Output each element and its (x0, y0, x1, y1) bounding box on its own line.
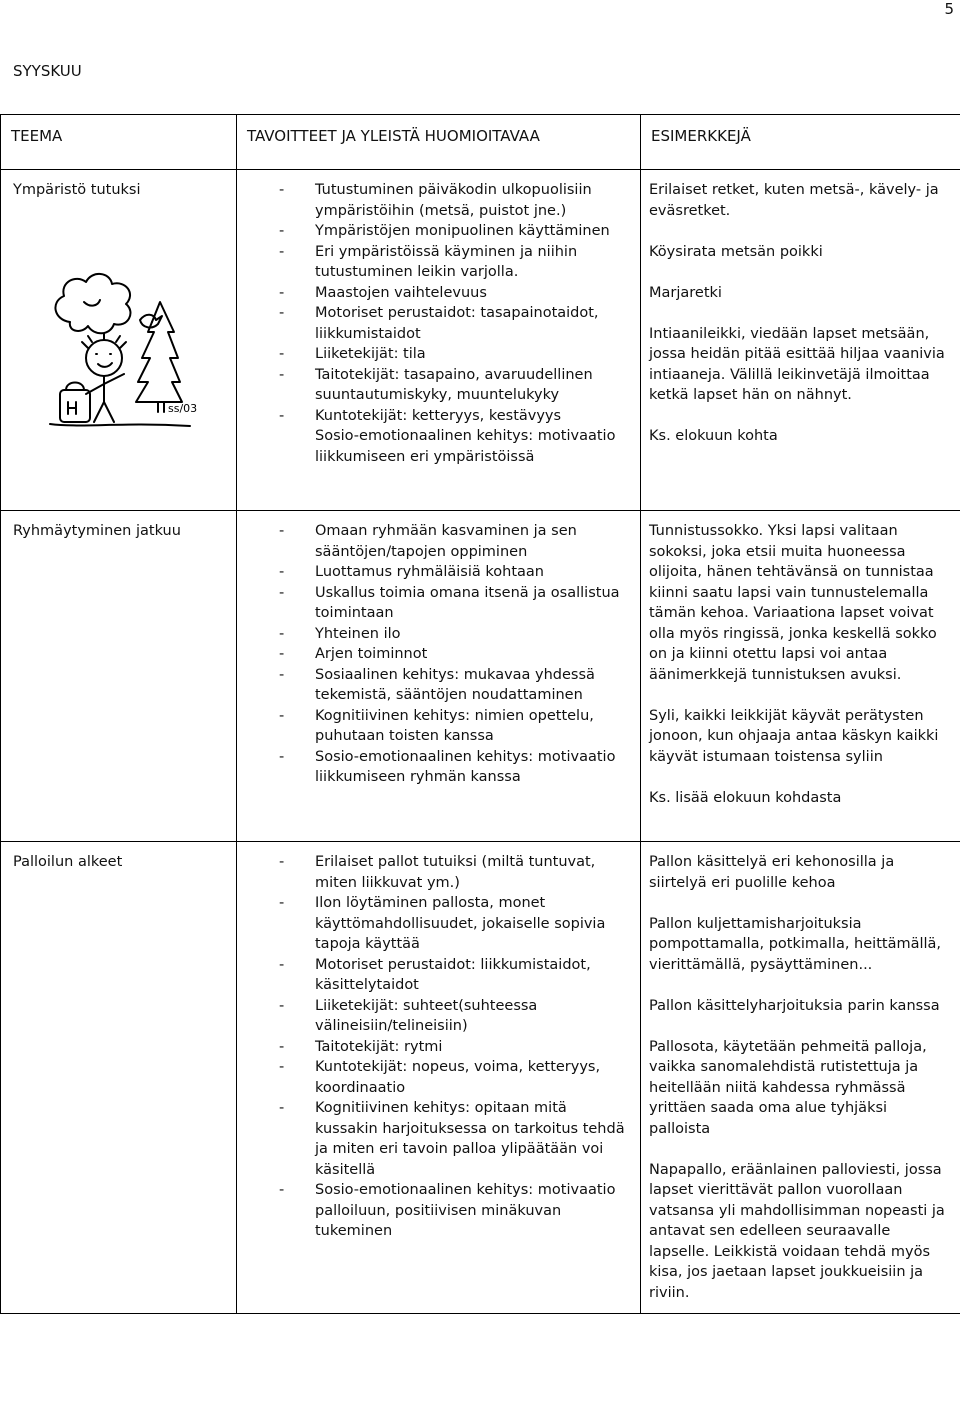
header-row (1, 115, 960, 170)
goal-item: - Omaan ryhmään kasvaminen ja sen sääntöjen/tapojen oppiminen (279, 523, 577, 560)
goal-item: - Sosiaalinen kehitys: mukavaa yhdessä tekemistä, sääntöjen noudattaminen (279, 666, 595, 703)
goal-item: - Kognitiivinen kehitys: nimien opettelu, puhutaan toisten kanssa (279, 707, 594, 744)
child-with-tree-illustration (40, 262, 200, 437)
bush-drawing (55, 274, 130, 333)
header-goals: TAVOITTEET JA YLEISTÄ HUOMIOITAVAA (237, 115, 641, 170)
example-item: Intiaanileikki, viedään lapset metsään, jossa heidän pitää esittää hiljaa vaanivia intiaaneja. Välillä leikinvetäjä ilmoittaa ketkä lapset hän on nähnyt. (649, 325, 945, 403)
goal-item: - Eri ympäristöissä käyminen ja niihin tutustuminen leikin varjolla. (279, 243, 578, 280)
example-item: Tunnistussokko. Yksi lapsi valitaan sokoksi, joka etsii muita huoneessa olijoita, hänen tehtävänsä on tunnistaa kiinni saatu lapsi vain tunnustelemalla tämän kehoa. Variaationa lapset voivat olla myös ringissä, jonka keskellä sokko on ja kiinni otettu lapsi voi antaa äänimerkkejä tunnistuksen avuksi. (649, 523, 937, 683)
goal-note: Sosio-emotionaalinen kehitys: motivaatio liikkumiseen eri ympäristöissä (315, 428, 616, 465)
goal-item: - Uskallus toimia omana itsenä ja osallistua toimintaan (279, 584, 620, 621)
example-item: Pallosota, käytetään pehmeitä palloja, vaikka sanomalehdistä rutistettuja ja heitellään niitä kahdessa ryhmässä yrittäen saada oma alue tyhjäksi palloista (649, 1038, 927, 1137)
example-item: Ks. elokuun kohta (649, 428, 778, 444)
examples-cell (641, 511, 960, 842)
goal-item: - Kuntotekijät: nopeus, voima, ketteryys, koordinaatio (279, 1059, 601, 1096)
header-examples: ESIMERKKEJÄ (641, 115, 960, 170)
table-row (1, 511, 960, 842)
example-item: Pallon kuljettamisharjoituksia pompottamalla, potkimalla, heittämällä, vierittämällä, pysäyttäminen... (649, 915, 942, 973)
goal-item: - Luottamus ryhmäläisiä kohtaan (279, 564, 544, 580)
goal-item: - Arjen toiminnot (279, 646, 428, 662)
example-item: Syli, kaikki leikkijät käyvät perätysten jonoon, kun ohjaaja antaa käskyn kaikki käyvät istumaan toistensa syliin (649, 707, 939, 765)
examples-cell (641, 170, 960, 511)
goal-item: - Kognitiivinen kehitys: opitaan mitä kussakin harjoituksessa on tarkoitus tehdä ja miten eri tavoin palloa ylipäätään voi käsitellä (279, 1100, 625, 1178)
example-item: Ks. lisää elokuun kohdasta (649, 789, 842, 806)
child-head-drawing (86, 340, 122, 376)
goal-item: - Kuntotekijät: ketteryys, kestävyys (279, 407, 562, 424)
example-item: Napapallo, eräänlainen palloviesti, jossa lapset vierittävät pallon vuorollaan vatsansa yli mahdollisimman nopeasti ja antavat sen edelleen seuraavalle lapselle. Leikkistä voidaan tehdä myös kisa, jos jaetaan lapset joukkueisiin ja riviin. (649, 1161, 945, 1301)
theme-cell: Ympäristö tutuksi (1, 170, 237, 511)
goal-item: - Sosio-emotionaalinen kehitys: motivaatio palloiluun, positiivisen minäkuvan tukeminen (279, 1182, 616, 1239)
goal-item: - Liiketekijät: suhteet(suhteessa välineisiin/telineisiin) (279, 997, 538, 1034)
goal-item: - Taitotekijät: tasapaino, avaruudellinen suuntautumiskyky, muuntelukyky (279, 366, 593, 403)
goal-item: - Yhteinen ilo (279, 625, 401, 642)
table-row (1, 842, 960, 1314)
goal-item: - Erilaiset pallot tutuiksi (miltä tuntuvat, miten liikkuvat ym.) (279, 854, 596, 891)
goal-item: - Sosio-emotionaalinen kehitys: motivaatio liikkumiseen ryhmän kanssa (279, 748, 616, 785)
goal-item: - Taitotekijät: rytmi (279, 1038, 443, 1055)
goals-cell (237, 170, 641, 511)
goal-item: - Ilon löytäminen pallosta, monet käyttömahdollisuudet, jokaiselle sopivia tapoja käyttää (279, 895, 606, 952)
goal-item: - Tutustuminen päiväkodin ulkopuolisiin ympäristöihin (metsä, puistot jne.) (279, 182, 592, 219)
goal-item: - Maastojen vaihtelevuus (279, 284, 487, 301)
example-item: Marjaretki (649, 284, 722, 301)
examples-cell (641, 842, 960, 1314)
header-theme: TEEMA (1, 115, 237, 170)
goals-cell (237, 511, 641, 842)
example-item: Erilaiset retket, kuten metsä-, kävely- ja eväsretket. (649, 182, 939, 219)
example-item: Pallon käsittelyharjoituksia parin kanssa (649, 997, 940, 1014)
example-item: Köysirata metsän poikki (649, 243, 823, 260)
goal-item: - Motoriset perustaidot: liikkumistaidot, käsittelytaidot (279, 956, 591, 993)
month-title: SYYSKUU (13, 62, 82, 80)
page-number: 5 (944, 0, 954, 18)
goal-item: - Motoriset perustaidot: tasapainotaidot, liikkumistaidot (279, 305, 599, 342)
artist-signature: ss/03 (168, 402, 198, 415)
theme-cell: Palloilun alkeet (1, 842, 237, 1314)
goal-item: - Ympäristöjen monipuolinen käyttäminen (279, 223, 610, 239)
theme-cell: Ryhmäytyminen jatkuu (1, 511, 237, 842)
example-item: Pallon käsittelyä eri kehonosilla ja siirtelyä eri puolille kehoa (649, 854, 895, 891)
goals-cell (237, 842, 641, 1314)
goal-item: - Liiketekijät: tila (279, 346, 426, 362)
